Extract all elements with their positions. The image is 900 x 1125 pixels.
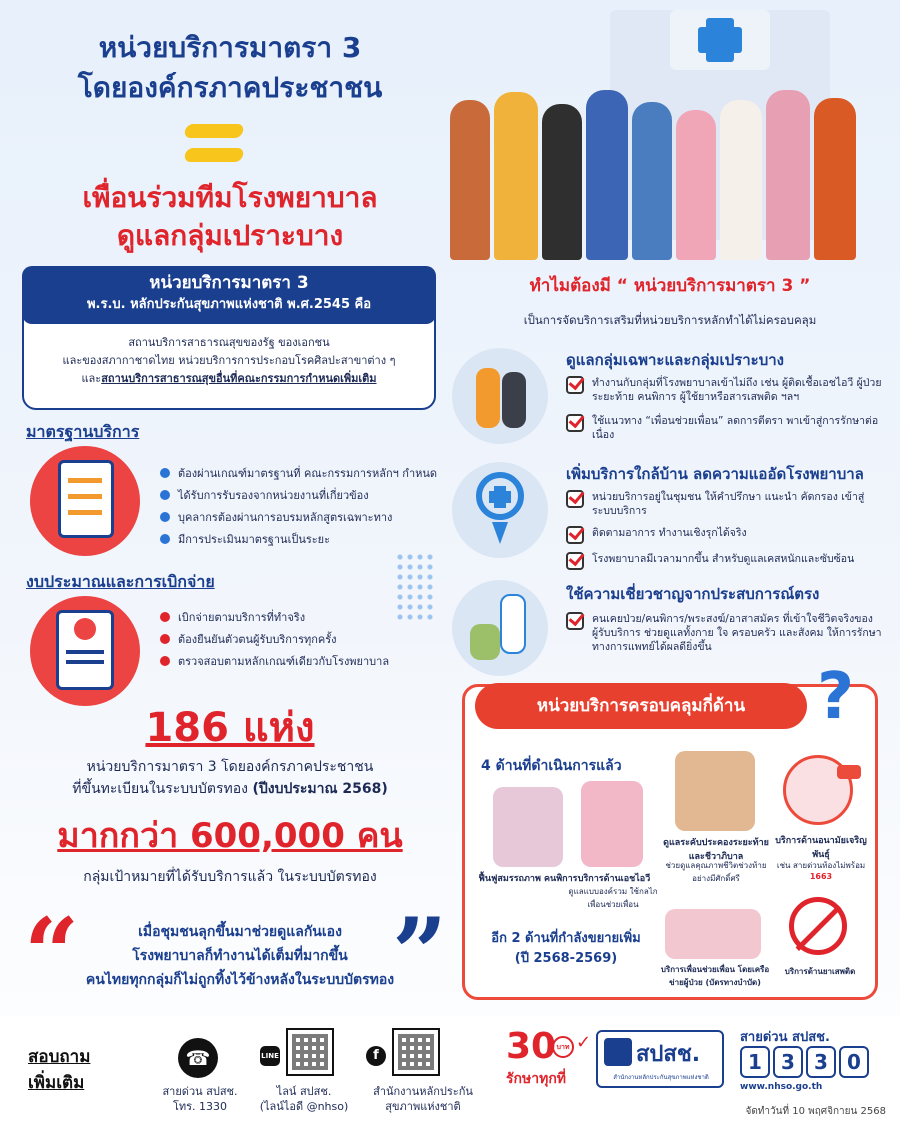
hotline-digit: 3 xyxy=(773,1046,803,1078)
website-link[interactable]: www.nhso.go.th xyxy=(740,1082,823,1092)
location-pin-medical-icon xyxy=(452,462,548,558)
open-quote-icon: “ xyxy=(24,897,80,1010)
peer-support-illustration xyxy=(665,909,761,959)
hotline-digit: 3 xyxy=(806,1046,836,1078)
nhso-logo xyxy=(596,1030,724,1088)
list-item: ต้องยืนยันตัวตนผู้รับบริการทุกครั้ง xyxy=(160,628,450,650)
why-section2-title: เพิ่มบริการใกล้บ้าน ลดความแออัดโรงพยาบาล xyxy=(566,465,864,483)
checkbox-icon xyxy=(566,526,584,544)
checkbox-icon xyxy=(566,414,584,432)
palliative-care-illustration xyxy=(675,751,755,831)
standards-list xyxy=(160,462,440,550)
quote-line2: โรงพยาบาลก็ทำงานได้เต็มที่มากขึ้น xyxy=(132,948,348,964)
why-heading-quoted: “ หน่วยบริการมาตรา 3 ” xyxy=(616,276,811,296)
coverage-item4-note: เช่น สายด่วนท้องไม่พร้อม xyxy=(776,861,866,870)
stat-count-desc-line1: หน่วยบริการมาตรา 3 โดยองค์กรภาคประชาชน xyxy=(86,759,374,775)
bullet-icon xyxy=(160,656,170,666)
caregiver-illustration xyxy=(452,348,548,444)
subtitle-line1: เพื่อนร่วมทีมโรงพยาบาล xyxy=(82,181,378,214)
bullet-icon xyxy=(160,612,170,622)
stat-count-desc-line2-bold: (ปีงบประมาณ 2568) xyxy=(252,781,388,797)
medical-document-icon xyxy=(30,596,140,706)
definition-body-line1: สถานบริการสาธารณสุขของรัฐ ของเอกชน xyxy=(128,336,330,349)
facebook-label-line1: สำนักงานหลักประกัน xyxy=(373,1085,473,1098)
nhso-emblem-icon xyxy=(604,1038,632,1066)
thirty-baht-logo xyxy=(506,1026,598,1086)
close-quote-icon: ” xyxy=(392,897,448,1010)
list-item: ได้รับการรับรองจากหน่วยงานที่เกี่ยวข้อง xyxy=(160,484,440,506)
phone-icon[interactable]: ☎ xyxy=(178,1038,218,1078)
line-label-line1: ไลน์ สปสช. xyxy=(276,1085,332,1098)
line-label-line2: (ไลน์ไอดี @nhso) xyxy=(259,1100,349,1113)
coverage-item2-label: บริการด้านเอชไอวี xyxy=(577,874,651,884)
date-note: จัดทำวันที่ 10 พฤศจิกายน 2568 xyxy=(745,1106,886,1117)
subtitle-line2: ดูแลกลุ่มเปราะบาง xyxy=(116,219,344,252)
list-item: หน่วยบริการอยู่ในชุมชน ให้คำปรึกษา แนะนำ คัดกรอง เข้าสู่ระบบบริการ xyxy=(566,490,886,518)
coverage-item1-label: ฟื้นฟูสมรรถภาพ คนพิการ xyxy=(478,874,578,884)
hotline-number[interactable] xyxy=(740,1046,880,1078)
stat-people-desc: กลุ่มเป้าหมายที่ได้รับบริการแล้ว ในระบบบัตรทอง xyxy=(83,869,377,885)
coverage-done-heading: 4 ด้านที่ดำเนินการแล้ว xyxy=(481,758,622,774)
why-subheading: เป็นการจัดบริการเสริมที่หน่วยบริการหลักทำได้ไม่ครอบคลุม xyxy=(523,313,817,327)
coverage-expanding-heading: อีก 2 ด้านที่กำลังขยายเพิ่ม xyxy=(491,931,641,946)
bullet-icon xyxy=(160,468,170,478)
people-group-illustration xyxy=(450,80,870,260)
stat-count-desc-line2-prefix: ที่ขึ้นทะเบียนในระบบบัตรทอง xyxy=(72,781,253,797)
ask-more-line1: สอบถาม xyxy=(28,1047,91,1067)
rehabilitation-illustration xyxy=(493,787,563,867)
checkbox-icon xyxy=(566,376,584,394)
clipboard-checklist-icon xyxy=(30,446,140,556)
thirty-baht-small: บาท xyxy=(552,1036,574,1058)
title-line2: โดยองค์กรภาคประชาชน xyxy=(77,71,383,104)
list-item: ตรวจสอบตามหลักเกณฑ์เดียวกับโรงพยาบาล xyxy=(160,650,450,672)
definition-body-line3-prefix: และ xyxy=(81,372,102,385)
coverage-item3-note: ช่วยดูแลคุณภาพชีวิตช่วงท้ายอย่างมีศักดิ์ศรี xyxy=(665,861,767,883)
quote-line3: คนไทยทุกกลุ่มก็ไม่ถูกทิ้งไว้ข้างหลังในระบบบัตรทอง xyxy=(85,972,395,988)
definition-header xyxy=(22,266,436,324)
definition-heading-line1: หน่วยบริการมาตรา 3 xyxy=(149,273,309,293)
facebook-label-line2: สุขภาพแห่งชาติ xyxy=(385,1100,461,1113)
list-item: ต้องผ่านเกณฑ์มาตรฐานที่ คณะกรรมการหลักฯ กำหนด xyxy=(160,462,440,484)
list-item: โรงพยาบาลมีเวลามากขึ้น สำหรับดูแลเคสหนักและซับซ้อน xyxy=(566,552,886,570)
coverage-expanding-item1-label: บริการเพื่อนช่วยเพื่อน โดยเครือข่ายผู้ป่วย (บัตรทางบำบัด) xyxy=(660,965,770,987)
list-item: ใช้แนวทาง “เพื่อนช่วยเพื่อน” ลดการตีตรา พาเข้าสู่การรักษาต่อเนื่อง xyxy=(566,414,886,442)
definition-heading-line2: พ.ร.บ. หลักประกันสุขภาพแห่งชาติ พ.ศ.2545 คือ xyxy=(86,297,372,312)
list-item: บุคลากรต้องผ่านการอบรมหลักสูตรเฉพาะทาง xyxy=(160,506,440,528)
definition-body-line3-bold: สถานบริการสาธารณสุขอื่นที่คณะกรรมการกำหนดเพิ่มเติม xyxy=(101,372,377,385)
bullet-icon xyxy=(160,534,170,544)
line-qr-code[interactable] xyxy=(286,1028,334,1076)
coverage-expanding-item2-label: บริการด้านยาเสพติด xyxy=(784,967,856,976)
question-mark-icon: ? xyxy=(817,660,855,734)
phone-label-line1: สายด่วน สปสช. xyxy=(162,1085,238,1098)
coverage-item4-note-red: 1663 xyxy=(809,872,833,881)
line-app-icon[interactable]: LINE xyxy=(260,1046,280,1066)
why-heading-prefix: ทำไมต้องมี xyxy=(529,276,611,296)
definition-body-line2: และของสภากาชาดไทย หน่วยบริการการประกอบโรคศิลปะสาขาต่าง ๆ xyxy=(62,354,396,367)
chat-bubble-icon xyxy=(837,765,861,779)
why-section1-title: ดูแลกลุ่มเฉพาะและกลุ่มเปราะบาง xyxy=(566,351,785,369)
stat-count: 186 แห่ง xyxy=(145,705,315,751)
checkbox-icon xyxy=(566,552,584,570)
hotline-title: สายด่วน สปสช. xyxy=(740,1030,830,1045)
hiv-service-illustration xyxy=(581,781,643,867)
coverage-heading: หน่วยบริการครอบคลุมกี่ด้าน xyxy=(475,683,807,729)
title-line1: หน่วยบริการมาตรา 3 xyxy=(98,31,362,64)
budget-list xyxy=(160,606,450,672)
checkbox-icon xyxy=(566,612,584,630)
coverage-expanding-years: (ปี 2568-2569) xyxy=(514,951,618,966)
coverage-item3-label: ดูแลระคับประคองระยะท้ายและชีวาภิบาล xyxy=(663,838,769,862)
nhso-short-name: สปสช. xyxy=(636,1042,701,1067)
list-item: คนเคยป่วย/คนพิการ/พระสงฆ์/อาสาสมัคร ที่เข้าใจชีวิตจริงของผู้รับบริการ ช่วยดูแลทั้งกาย ใจ ครอบครัว และสังคม ให้การรักษาทางการแพทย์ได้ผลดียิ่งขึ้น xyxy=(566,612,886,654)
check-icon: ✓ xyxy=(576,1032,592,1053)
thirty-number: 30 xyxy=(506,1026,557,1067)
equals-sign-icon xyxy=(185,124,243,166)
ask-more-line2: เพิ่มเติม xyxy=(28,1073,85,1093)
thirty-caption: รักษาทุกที่ xyxy=(506,1071,567,1087)
budget-heading: งบประมาณและการเบิกจ่าย xyxy=(26,572,215,591)
facebook-qr-code[interactable] xyxy=(392,1028,440,1076)
definition-card xyxy=(22,266,436,410)
list-item: ติดตามอาการ ทำงานเชิงรุกได้จริง xyxy=(566,526,886,544)
quote-line1: เมื่อชุมชนลุกขึ้นมาช่วยดูแลกันเอง xyxy=(138,924,342,940)
list-item: มีการประเมินมาตรฐานเป็นระยะ xyxy=(160,528,440,550)
list-item: ทำงานกับกลุ่มที่โรงพยาบาลเข้าไม่ถึง เช่น ผู้ติดเชื้อเอชไอวี ผู้ป่วยระยะท้าย คนพิการ ผู้ใช้ยาหรือสารเสพติด ฯลฯ xyxy=(566,376,886,404)
coverage-panel xyxy=(462,660,878,1000)
no-drugs-icon xyxy=(789,897,847,955)
hotline-digit: 1 xyxy=(740,1046,770,1078)
hotline-digit: 0 xyxy=(839,1046,869,1078)
facebook-icon[interactable]: f xyxy=(366,1046,386,1066)
checkbox-icon xyxy=(566,490,584,508)
coverage-item2-note: ดูแลแบบองค์รวม ใช้กลไกเพื่อนช่วยเพื่อน xyxy=(568,887,658,909)
phone-label-line2: โทร. 1330 xyxy=(172,1100,228,1113)
list-item: เบิกจ่ายตามบริการที่ทำจริง xyxy=(160,606,450,628)
bullet-icon xyxy=(160,512,170,522)
nurse-patient-illustration xyxy=(452,580,548,676)
bullet-icon xyxy=(160,490,170,500)
why-section3-title: ใช้ความเชี่ยวชาญจากประสบการณ์ตรง xyxy=(566,585,820,603)
coverage-item4-label: บริการด้านอนามัยเจริญพันธุ์ xyxy=(775,836,867,860)
standards-heading: มาตรฐานบริการ xyxy=(26,422,140,441)
bullet-icon xyxy=(160,634,170,644)
stat-people: มากกว่า 600,000 คน xyxy=(57,816,403,856)
nhso-full-name: สำนักงานหลักประกันสุขภาพแห่งชาติ xyxy=(613,1074,709,1081)
